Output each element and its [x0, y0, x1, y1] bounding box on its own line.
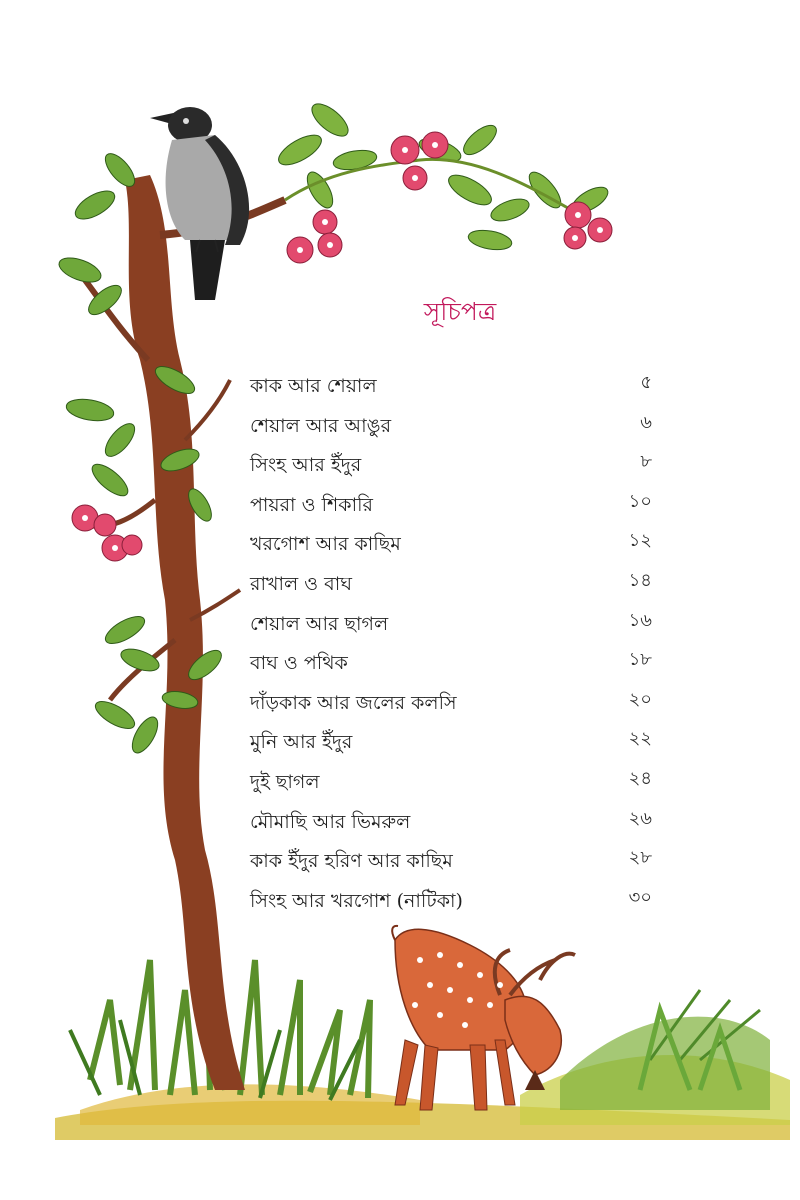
toc-entry[interactable] — [250, 606, 670, 646]
toc-entry[interactable] — [250, 883, 670, 923]
chapter-title: সিংহ আর ইঁদুর — [250, 454, 362, 477]
chapter-title: শেয়াল আর আঙুর — [250, 414, 392, 437]
toc-entry[interactable] — [250, 685, 670, 725]
toc-entry[interactable] — [250, 764, 670, 804]
toc-entry[interactable] — [250, 804, 670, 844]
toc-list — [250, 368, 670, 922]
chapter-title: মৌমাছি আর ভিমরুল — [250, 810, 411, 833]
chapter-title: দুই ছাগল — [250, 770, 320, 793]
toc-entry[interactable] — [250, 843, 670, 883]
chapter-title: মুনি আর ইঁদুর — [250, 731, 353, 754]
chapter-title: পায়রা ও শিকারি — [250, 493, 373, 516]
chapter-page-number: ২৮ — [628, 847, 652, 869]
chapter-title: দাঁড়কাক আর জলের কলসি — [250, 691, 457, 714]
toc-entry[interactable] — [250, 645, 670, 685]
chapter-page-number: ১৪ — [628, 569, 652, 591]
chapter-title: কাক আর শেয়াল — [250, 375, 377, 397]
chapter-page-number: ২০ — [628, 688, 652, 710]
chapter-page-number: ২৪ — [628, 767, 652, 789]
chapter-title: রাখাল ও বাঘ — [250, 572, 352, 595]
toc-entry[interactable] — [250, 487, 670, 527]
chapter-title: শেয়াল আর ছাগল — [250, 612, 389, 635]
chapter-page-number: ৬ — [640, 411, 652, 433]
toc-entry[interactable] — [250, 724, 670, 764]
chapter-title: খরগোশ আর কাছিম — [250, 533, 401, 556]
chapter-page-number: ২৬ — [628, 807, 652, 829]
toc-entry[interactable] — [250, 447, 670, 487]
toc-entry[interactable] — [250, 566, 670, 606]
chapter-page-number: ৩০ — [628, 886, 652, 908]
toc-entry[interactable] — [250, 408, 670, 448]
toc-entry[interactable] — [250, 526, 670, 566]
chapter-page-number: ১২ — [628, 530, 652, 552]
chapter-page-number: ৫ — [640, 372, 652, 393]
chapter-title: কাক ইঁদুর হরিণ আর কাছিম — [250, 850, 453, 873]
chapter-page-number: ৮ — [640, 451, 652, 473]
chapter-page-number: ১৬ — [628, 609, 652, 631]
chapter-page-number: ২২ — [628, 728, 652, 750]
toc-entry[interactable] — [250, 368, 670, 408]
chapter-title: বাঘ ও পথিক — [250, 652, 348, 675]
chapter-title: সিংহ আর খরগোশ (নাটিকা) — [250, 889, 463, 912]
chapter-page-number: ১০ — [628, 490, 652, 512]
chapter-page-number: ১৮ — [628, 649, 652, 671]
toc-title: সূচিপত্র — [423, 297, 497, 326]
